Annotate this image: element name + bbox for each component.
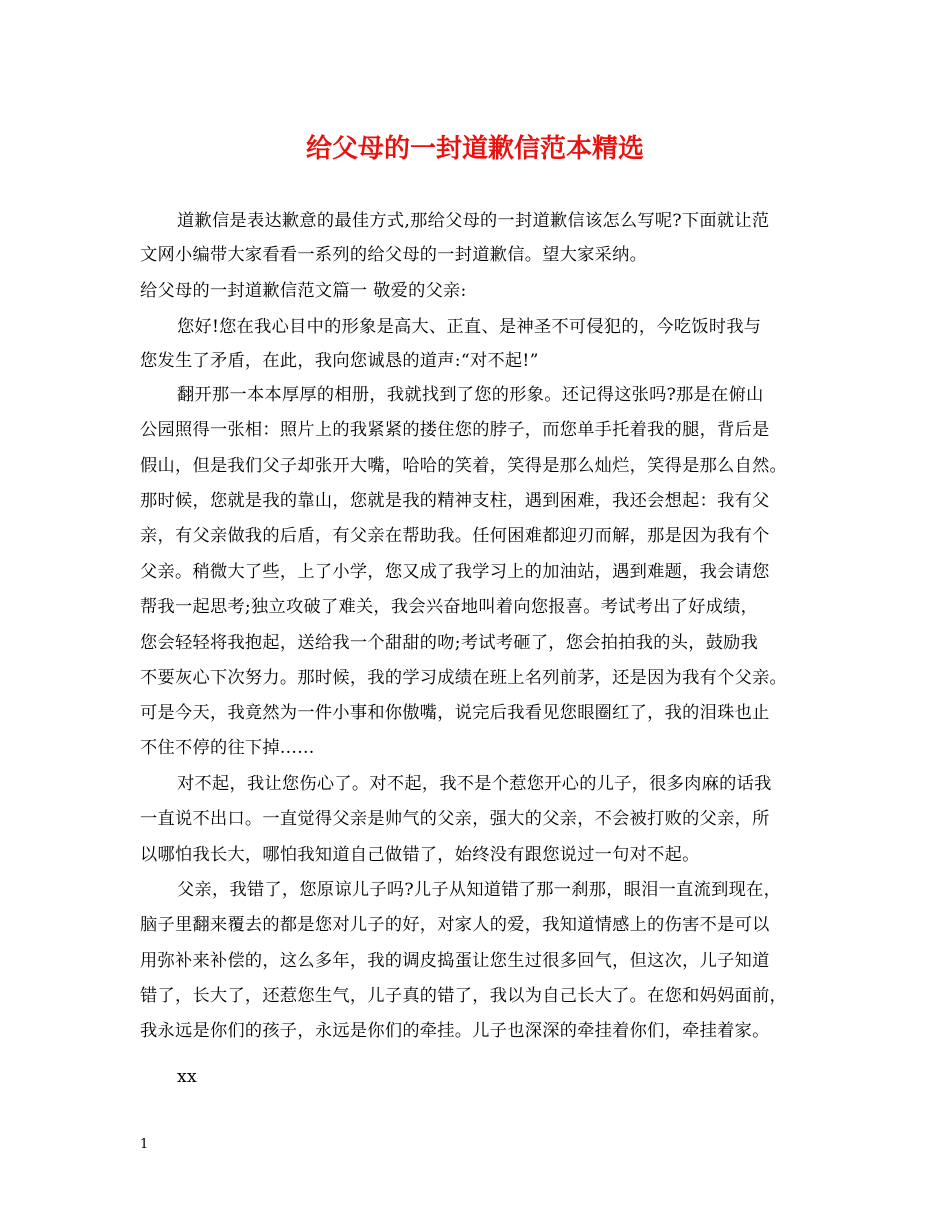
text-line: 以哪怕我长大，哪怕我知道自己做错了，始终没有跟您说过一句对不起。 [140, 845, 700, 865]
text-line: 帮我一起思考;独立攻破了难关，我会兴奋地叫着向您报喜。考试考出了好成绩， [140, 597, 759, 617]
text-line: 一直说不出口。一直觉得父亲是帅气的父亲，强大的父亲，不会被打败的父亲，所 [140, 809, 770, 829]
text-line: 您会轻轻将我抱起，送给我一个甜甜的吻;考试考砸了，您会拍拍我的头，鼓励我 [140, 633, 759, 653]
text-line: 可是今天，我竟然为一件小事和你傲嘴，说完后我看见您眼圈红了，我的泪珠也止 [140, 703, 770, 723]
text-line: 对不起，我让您伤心了。对不起，我不是个惹您开心的儿子，很多肉麻的话我 [177, 774, 772, 794]
text-line: 文网小编带大家看看一系列的给父母的一封道歉信。望大家采纳。 [140, 245, 648, 265]
text-line: 道歉信是表达歉意的最佳方式,那给父母的一封道歉信该怎么写呢?下面就让范 [177, 211, 770, 231]
text-line: 翻开那一本本厚厚的相册，我就找到了您的形象。还记得这张吗?那是在俯山 [177, 385, 764, 405]
text-line: 我永远是你们的孩子，永远是你们的牵挂。儿子也深深的牵挂着你们，牵挂着家。 [140, 1021, 770, 1041]
document-title: 给父母的一封道歉信范本精选 [305, 134, 644, 164]
text-line: 您好!您在我心目中的形象是高大、正直、是神圣不可侵犯的，今吃饭时我与 [177, 317, 762, 337]
text-line: 公园照得一张相：照片上的我紧紧的搂住您的脖子，而您单手托着我的腿，背后是 [140, 420, 770, 440]
text-line: 用弥补来补偿的，这么多年，我的调皮捣蛋让您生过很多回气，但这次，儿子知道 [140, 951, 770, 971]
signature-text: xx [177, 1067, 197, 1087]
text-line: 脑子里翻来覆去的都是您对儿子的好，对家人的爱，我知道情感上的伤害不是可以 [140, 915, 770, 935]
text-line: 错了，长大了，还惹您生气，儿子真的错了，我以为自己长大了。在您和妈妈面前， [140, 986, 788, 1006]
text-line: 您发生了矛盾，在此，我向您诚恳的道声:“对不起!” [140, 351, 539, 371]
text-line: 亲，有父亲做我的后盾，有父亲在帮助我。任何困难都迎刃而解，那是因为我有个 [140, 526, 770, 546]
section-heading-line: 给父母的一封道歉信范文篇一 敬爱的父亲: [140, 281, 467, 301]
text-line: 不要灰心下次努力。那时候，我的学习成绩在班上名列前茅，还是因为我有个父亲。 [140, 668, 788, 688]
text-line: 父亲。稍微大了些，上了小学，您又成了我学习上的加油站，遇到难题，我会请您 [140, 562, 770, 582]
text-line: 那时候，您就是我的靠山，您就是我的精神支柱，遇到困难，我还会想起：我有父 [140, 491, 770, 511]
text-line: 假山，但是我们父子却张开大嘴，哈哈的笑着，笑得是那么灿烂，笑得是那么自然。 [140, 456, 788, 476]
text-line: 父亲，我错了，您原谅儿子吗?儿子从知道错了那一刹那，眼泪一直流到现在， [177, 880, 782, 900]
text-line: 不住不停的往下掉...... [140, 738, 315, 758]
page-number: 1 [140, 1137, 149, 1152]
